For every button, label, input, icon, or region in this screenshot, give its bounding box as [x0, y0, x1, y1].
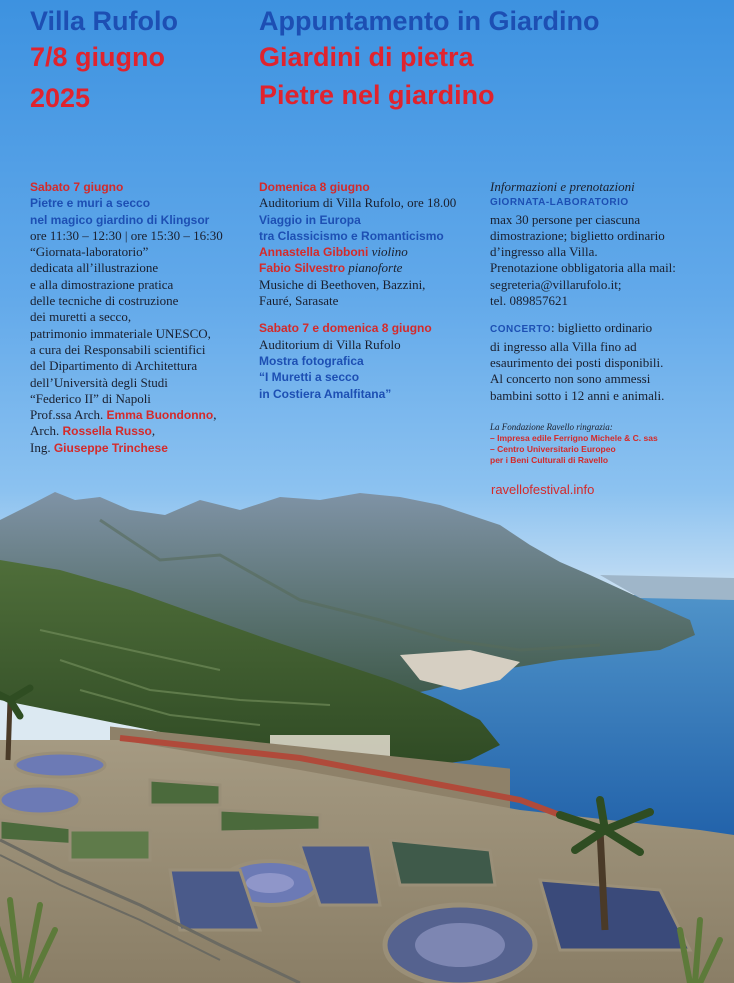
column-info [490, 179, 676, 404]
palm-tree [600, 830, 605, 930]
performer-instrument: pianoforte [348, 260, 403, 276]
event-year: 2025 [30, 83, 91, 113]
body-line: e alla dimostrazione pratica [30, 276, 174, 292]
person-name: Rossella Russo [62, 424, 152, 439]
performer-instrument: violino [371, 244, 408, 260]
person-name: Emma Buondonno [106, 408, 214, 423]
exhibition-title: in Costiera Amalfitana” [259, 386, 392, 401]
session-title: nel magico giardino di Klingsor [30, 212, 210, 227]
credit-line: Arch. Rossella Russo, [30, 423, 156, 439]
concert-info-line: CONCERTO: biglietto ordinario [490, 320, 653, 336]
flower-bed [220, 810, 320, 832]
info-label: GIORNATA-LABORATORIO [490, 197, 629, 209]
event-subtitle-1: Giardini di pietra [259, 42, 474, 72]
sponsor-line: – Impresa edile Ferrigno Michele & C. sas [490, 433, 658, 443]
body-line: “Federico II” di Napoli [30, 390, 151, 406]
credit-line: Prof.ssa Arch. Emma Buondonno, [30, 407, 217, 423]
program-line: Fauré, Sarasate [259, 293, 339, 309]
flower-bed [415, 923, 505, 967]
flower-bed [15, 753, 105, 777]
sponsor-line: – Centro Universitario Europeo [490, 444, 616, 454]
concert-info-line: esaurimento dei posti disponibili. [490, 354, 664, 370]
body-text: patrimonio immateriale [30, 325, 156, 341]
body-line: delle tecniche di costruzione [30, 293, 179, 309]
body-line: dedicata all’illustrazione [30, 260, 159, 276]
flower-bed [0, 786, 80, 814]
website-link[interactable]: ravellofestival.info [491, 482, 595, 497]
sponsor-line: per i Beni Culturali di Ravello [490, 455, 609, 465]
info-line: Prenotazione obbligatoria alla mail: [490, 260, 676, 276]
session-times: ore 11:30 – 12:30 | ore 15:30 – 16:30 [30, 227, 223, 243]
performer-line [259, 244, 456, 260]
event-subtitle-2: Pietre nel giardino [259, 80, 495, 110]
info-line: dimostrazione; biglietto ordinario [490, 227, 665, 243]
info-label: CONCERTO [490, 324, 552, 336]
concert-info-line: di ingresso alla Villa fino ad [490, 338, 637, 354]
info-heading: Informazioni e prenotazioni [490, 179, 635, 194]
session-title: Pietre e muri a secco [30, 196, 151, 211]
performer-name: Annastella Gibboni [259, 245, 369, 260]
column-sunday [259, 179, 456, 402]
palm-tree [8, 700, 10, 760]
concert-info-line: Al concerto non sono ammessi [490, 371, 651, 387]
body-line: del Dipartimento di Architettura [30, 358, 198, 374]
day-heading: Sabato 7 e domenica 8 giugno [259, 321, 432, 336]
flower-bed [70, 830, 150, 860]
exhibition-title: Mostra fotografica [259, 353, 364, 368]
exhibition-title: “I Muretti a secco [259, 370, 360, 385]
unesco-label: UNESCO [155, 325, 208, 341]
column-saturday [30, 179, 223, 456]
performer-line [259, 260, 456, 276]
venue-title: Villa Rufolo [30, 6, 179, 36]
credit-line: Ing. Giuseppe Trinchese [30, 439, 168, 455]
info-line: max 30 persone per ciascuna [490, 211, 641, 227]
day-heading: Sabato 7 giugno [30, 180, 124, 194]
venue-line: Auditorium di Villa Rufolo, ore 18.00 [259, 195, 457, 211]
concert-title: Viaggio in Europa [259, 212, 361, 227]
flower-bed [150, 780, 220, 805]
person-name: Giuseppe Trinchese [53, 440, 168, 455]
concert-info-line: bambini sotto i 12 anni e animali. [490, 387, 665, 403]
venue-line: Auditorium di Villa Rufolo [259, 336, 401, 352]
body-line: patrimonio immateriale UNESCO, [30, 325, 211, 341]
acknowledgements [490, 422, 658, 466]
body-line: “Giornata-laboratorio” [30, 244, 149, 260]
event-dates: 7/8 giugno [30, 42, 165, 72]
day-heading: Domenica 8 giugno [259, 180, 370, 194]
flower-bed [246, 873, 294, 893]
concert-title: tra Classicismo e Romanticismo [259, 228, 444, 243]
info-line: d’ingresso alla Villa. [490, 244, 598, 260]
phone-line[interactable]: tel. 089857621 [490, 293, 568, 309]
program-line: Musiche di Beethoven, Bazzini, [259, 276, 426, 292]
thanks-heading: La Fondazione Ravello ringrazia: [490, 422, 613, 432]
body-line: dell’Università degli Studi [30, 374, 168, 390]
event-title: Appuntamento in Giardino [259, 6, 600, 36]
body-line: dei muretti a secco, [30, 309, 132, 325]
performer-name: Fabio Silvestro [259, 261, 346, 276]
email-line[interactable]: segreteria@villarufolo.it; [490, 276, 622, 292]
body-line: a cura dei Responsabili scientifici [30, 341, 206, 357]
